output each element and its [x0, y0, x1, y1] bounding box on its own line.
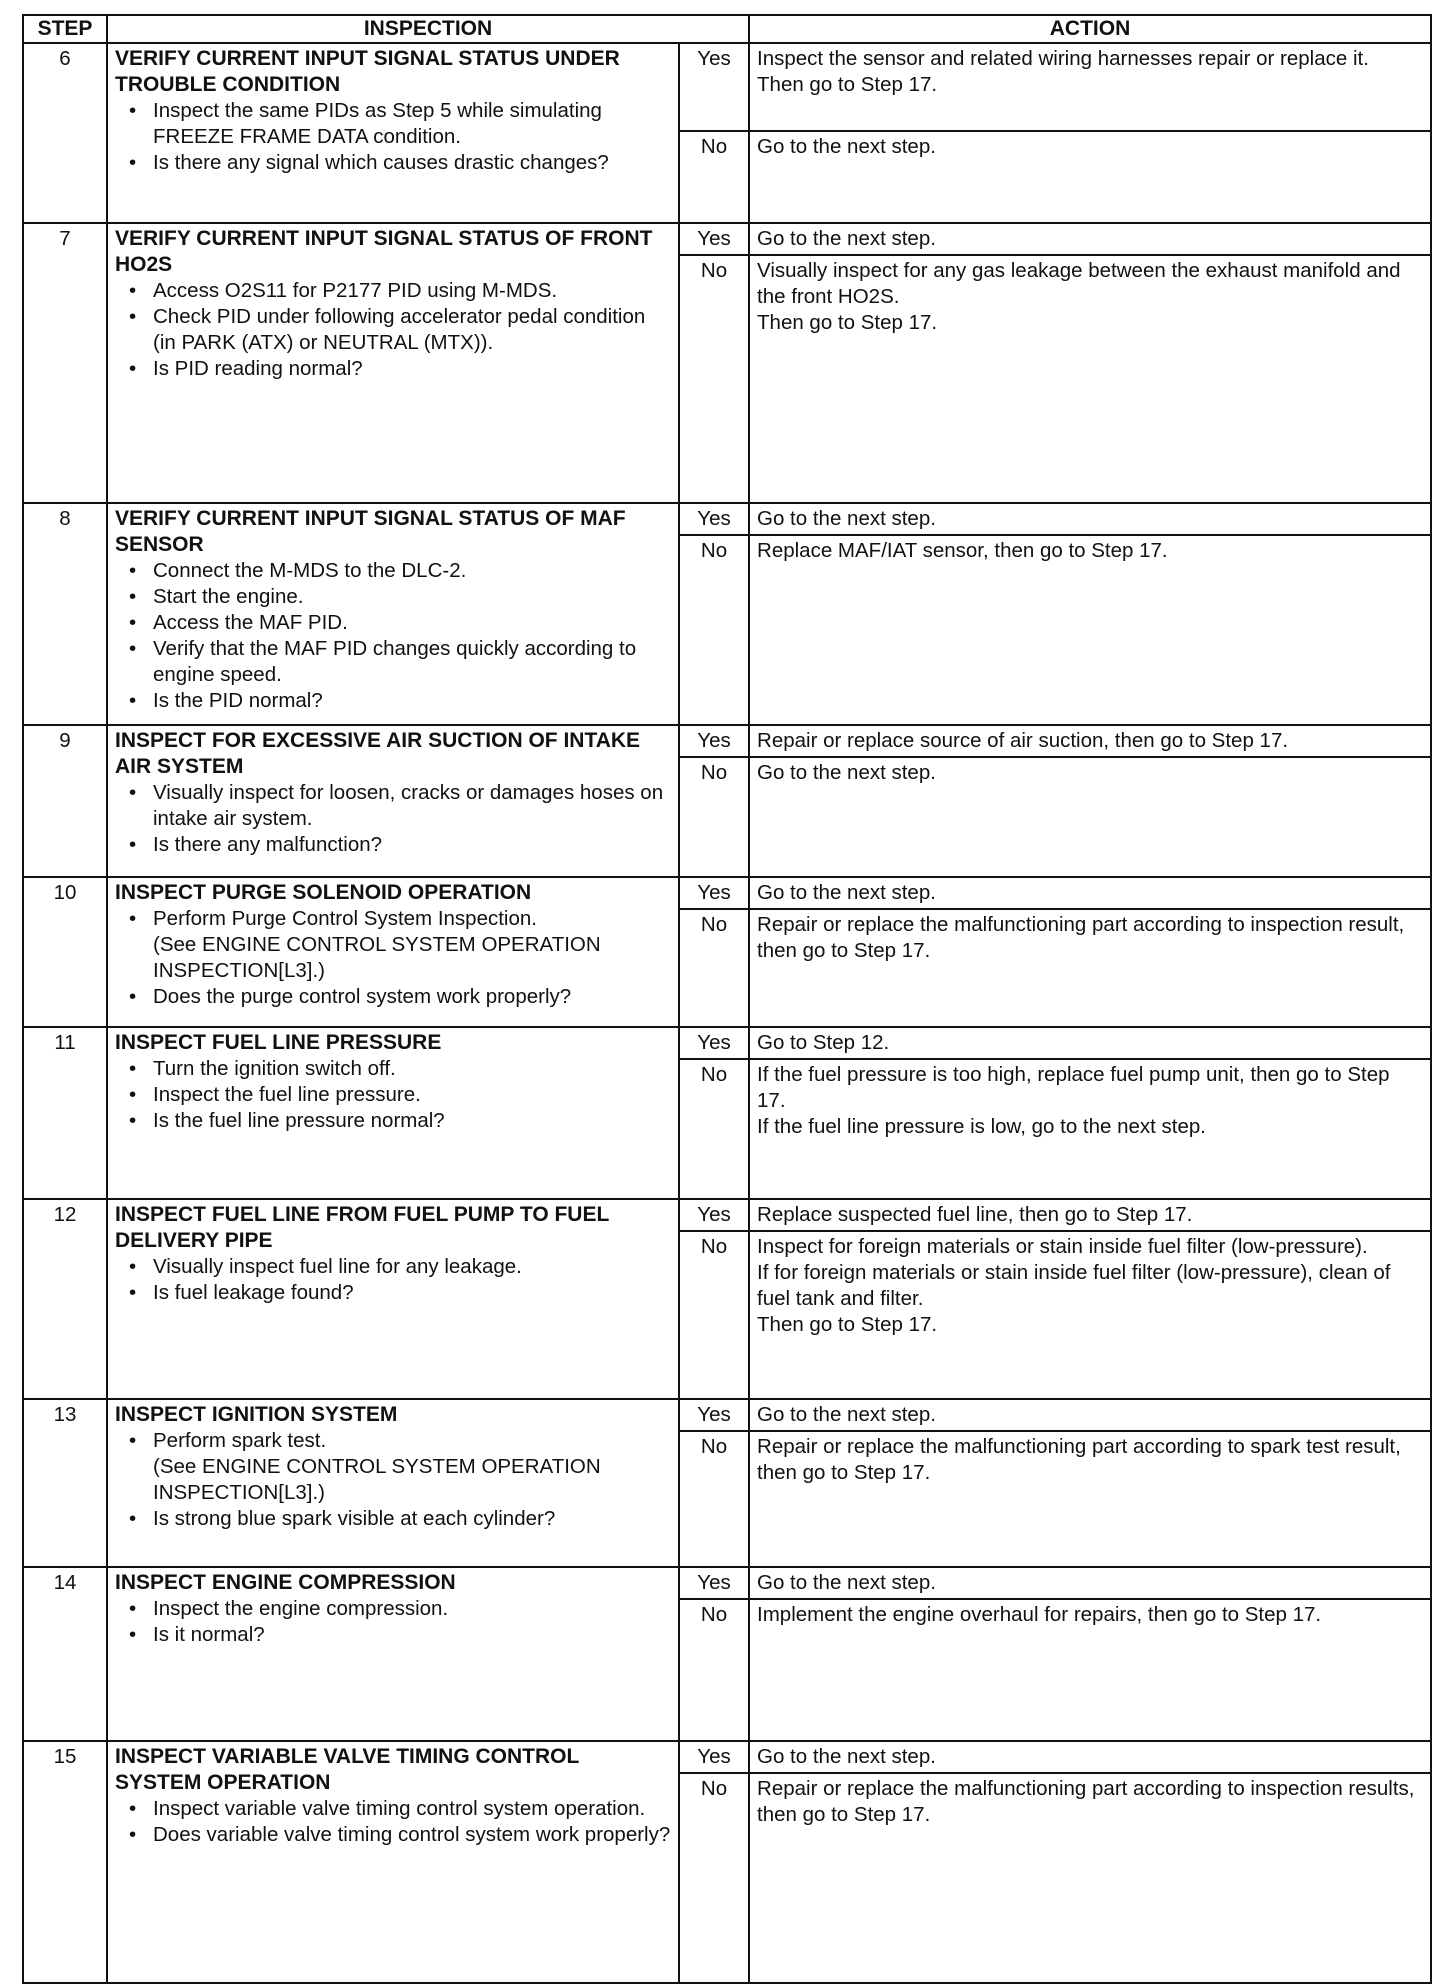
step-number: 9 — [23, 725, 107, 877]
step-row-9 — [23, 725, 1431, 757]
inspection-bullet: • Inspect the same PIDs as Step 5 while simulating FREEZE FRAME DATA condition. — [153, 98, 671, 150]
yes-action — [749, 223, 1431, 255]
step-row-7 — [23, 223, 1431, 255]
inspection-title: INSPECT IGNITION SYSTEM — [115, 1403, 398, 1426]
inspection-title: VERIFY CURRENT INPUT SIGNAL STATUS OF MAF SENSOR — [115, 507, 626, 556]
yes-action-line: Go to the next step. — [757, 227, 936, 250]
header-action: ACTION — [749, 15, 1431, 43]
no-action-line: Then go to Step 17. — [757, 311, 938, 334]
yes-action-line: Go to the next step. — [757, 1745, 936, 1768]
inspection-bullet: • Is it normal? — [153, 1622, 671, 1648]
no-action-line: Go to the next step. — [757, 761, 936, 784]
no-action — [749, 1059, 1431, 1199]
yes-action-line: Go to the next step. — [757, 1403, 936, 1426]
inspection-bullet: • Inspect the engine compression. — [153, 1596, 671, 1622]
no-action-line: Repair or replace the malfunctioning part according to inspection results, then go to Step 17. — [757, 1777, 1415, 1826]
inspection-bullet: • Inspect variable valve timing control system operation. — [153, 1796, 671, 1822]
inspection-bullet: • Does variable valve timing control system work properly? — [153, 1822, 671, 1848]
inspection-bullet: • Does the purge control system work properly? — [153, 984, 671, 1010]
step-row-6 — [23, 43, 1431, 131]
inspection-bullet: • Perform Purge Control System Inspection. (See ENGINE CONTROL SYSTEM OPERATION INSPECTION[L3].) — [153, 906, 671, 984]
inspection-bullets — [115, 558, 671, 714]
inspection-cell — [107, 1399, 679, 1567]
inspection-bullets — [115, 1056, 671, 1134]
inspection-cell — [107, 1027, 679, 1199]
yes-action-line: Go to the next step. — [757, 1571, 936, 1594]
yes-label: Yes — [679, 223, 749, 255]
table-body — [23, 43, 1431, 1983]
step-row-14 — [23, 1567, 1431, 1599]
inspection-bullets — [115, 1254, 671, 1306]
header-inspection: INSPECTION — [107, 15, 749, 43]
no-action-line: Go to the next step. — [757, 135, 936, 158]
yes-label: Yes — [679, 877, 749, 909]
no-action-line: Inspect for foreign materials or stain inside fuel filter (low-pressure). — [757, 1235, 1368, 1258]
inspection-title: INSPECT FUEL LINE FROM FUEL PUMP TO FUEL DELIVERY PIPE — [115, 1203, 609, 1252]
no-action — [749, 1431, 1431, 1567]
yes-action — [749, 725, 1431, 757]
no-action — [749, 535, 1431, 725]
no-label: No — [679, 909, 749, 1027]
yes-label: Yes — [679, 1567, 749, 1599]
no-label: No — [679, 1773, 749, 1983]
step-row-8 — [23, 503, 1431, 535]
no-action-line: Replace MAF/IAT sensor, then go to Step 17. — [757, 539, 1168, 562]
yes-action — [749, 877, 1431, 909]
no-action — [749, 757, 1431, 877]
inspection-cell — [107, 503, 679, 725]
yes-action — [749, 43, 1431, 131]
step-row-13 — [23, 1399, 1431, 1431]
no-action — [749, 1599, 1431, 1741]
inspection-bullets — [115, 906, 671, 1010]
inspection-bullet: • Visually inspect fuel line for any leakage. — [153, 1254, 671, 1280]
inspection-table — [22, 14, 1432, 1984]
no-label: No — [679, 535, 749, 725]
yes-action-line: Inspect the sensor and related wiring harnesses repair or replace it. — [757, 47, 1369, 70]
inspection-bullet: • Access O2S11 for P2177 PID using M-MDS. — [153, 278, 671, 304]
yes-label: Yes — [679, 1027, 749, 1059]
header-row — [23, 15, 1431, 43]
inspection-title: INSPECT FOR EXCESSIVE AIR SUCTION OF INTAKE AIR SYSTEM — [115, 729, 641, 778]
inspection-bullet: • Inspect the fuel line pressure. — [153, 1082, 671, 1108]
step-row-10 — [23, 877, 1431, 909]
step-number: 11 — [23, 1027, 107, 1199]
step-number: 12 — [23, 1199, 107, 1399]
inspection-bullets — [115, 278, 671, 382]
inspection-bullet: • Is fuel leakage found? — [153, 1280, 671, 1306]
inspection-bullet: • Start the engine. — [153, 584, 671, 610]
inspection-title: INSPECT ENGINE COMPRESSION — [115, 1571, 456, 1594]
yes-action-line: Repair or replace source of air suction, then go to Step 17. — [757, 729, 1289, 752]
no-action-line: Then go to Step 17. — [757, 1313, 938, 1336]
inspection-bullet: • Visually inspect for loosen, cracks or damages hoses on intake air system. — [153, 780, 671, 832]
inspection-bullets — [115, 780, 671, 858]
yes-label: Yes — [679, 725, 749, 757]
yes-label: Yes — [679, 1199, 749, 1231]
step-row-12 — [23, 1199, 1431, 1231]
inspection-bullet: • Is strong blue spark visible at each cylinder? — [153, 1506, 671, 1532]
header-step: STEP — [23, 15, 107, 43]
no-action-line: Repair or replace the malfunctioning part according to spark test result, then go to Step 17. — [757, 1435, 1401, 1484]
inspection-title: VERIFY CURRENT INPUT SIGNAL STATUS UNDER TROUBLE CONDITION — [115, 47, 620, 96]
step-number: 6 — [23, 43, 107, 223]
no-label: No — [679, 1431, 749, 1567]
inspection-cell — [107, 1199, 679, 1399]
inspection-bullets — [115, 98, 671, 176]
inspection-bullets — [115, 1796, 671, 1848]
inspection-cell — [107, 725, 679, 877]
inspection-bullets — [115, 1596, 671, 1648]
inspection-title: INSPECT PURGE SOLENOID OPERATION — [115, 881, 532, 904]
step-row-11 — [23, 1027, 1431, 1059]
no-action-line: Repair or replace the malfunctioning part according to inspection result, then go to Step 17. — [757, 913, 1405, 962]
yes-action — [749, 503, 1431, 535]
inspection-bullet: • Access the MAF PID. — [153, 610, 671, 636]
no-label: No — [679, 1231, 749, 1399]
yes-action-line: Go to the next step. — [757, 881, 936, 904]
step-row-15 — [23, 1741, 1431, 1773]
yes-label: Yes — [679, 1741, 749, 1773]
inspection-title: VERIFY CURRENT INPUT SIGNAL STATUS OF FRONT HO2S — [115, 227, 653, 276]
step-number: 7 — [23, 223, 107, 503]
yes-label: Yes — [679, 43, 749, 131]
inspection-bullet: • Connect the M-MDS to the DLC-2. — [153, 558, 671, 584]
no-action — [749, 255, 1431, 503]
step-number: 14 — [23, 1567, 107, 1741]
inspection-cell — [107, 43, 679, 223]
inspection-bullet: • Is there any signal which causes drastic changes? — [153, 150, 671, 176]
inspection-cell — [107, 1741, 679, 1983]
no-action-line: If the fuel line pressure is low, go to the next step. — [757, 1115, 1206, 1138]
no-label: No — [679, 1599, 749, 1741]
yes-label: Yes — [679, 1399, 749, 1431]
yes-action — [749, 1399, 1431, 1431]
step-number: 10 — [23, 877, 107, 1027]
inspection-bullet: • Is the PID normal? — [153, 688, 671, 714]
inspection-cell — [107, 877, 679, 1027]
yes-action-line: Then go to Step 17. — [757, 73, 938, 96]
no-action — [749, 1231, 1431, 1399]
no-label: No — [679, 1059, 749, 1199]
no-action — [749, 909, 1431, 1027]
inspection-title: INSPECT FUEL LINE PRESSURE — [115, 1031, 442, 1054]
no-label: No — [679, 255, 749, 503]
yes-action-line: Replace suspected fuel line, then go to Step 17. — [757, 1203, 1193, 1226]
inspection-title: INSPECT VARIABLE VALVE TIMING CONTROL SYSTEM OPERATION — [115, 1745, 579, 1794]
yes-label: Yes — [679, 503, 749, 535]
inspection-bullets — [115, 1428, 671, 1532]
inspection-bullet: • Turn the ignition switch off. — [153, 1056, 671, 1082]
inspection-cell — [107, 1567, 679, 1741]
no-action-line: If the fuel pressure is too high, replace fuel pump unit, then go to Step 17. — [757, 1063, 1390, 1112]
inspection-bullet: • Is there any malfunction? — [153, 832, 671, 858]
inspection-bullet: • Check PID under following accelerator pedal condition (in PARK (ATX) or NEUTRAL (MTX)). — [153, 304, 671, 356]
no-label: No — [679, 131, 749, 223]
step-number: 13 — [23, 1399, 107, 1567]
no-action-line: Visually inspect for any gas leakage between the exhaust manifold and the front HO2S. — [757, 259, 1401, 308]
inspection-bullet: • Verify that the MAF PID changes quickly according to engine speed. — [153, 636, 671, 688]
no-action — [749, 131, 1431, 223]
yes-action-line: Go to the next step. — [757, 507, 936, 530]
yes-action — [749, 1199, 1431, 1231]
no-label: No — [679, 757, 749, 877]
step-number: 15 — [23, 1741, 107, 1983]
yes-action — [749, 1027, 1431, 1059]
diagnostic-procedure-sheet — [22, 14, 1430, 1984]
step-number: 8 — [23, 503, 107, 725]
no-action-line: If for foreign materials or stain inside fuel filter (low-pressure), clean of fuel tank and filter. — [757, 1261, 1391, 1310]
inspection-bullet: • Is PID reading normal? — [153, 356, 671, 382]
inspection-bullet: • Perform spark test. (See ENGINE CONTROL SYSTEM OPERATION INSPECTION[L3].) — [153, 1428, 671, 1506]
yes-action-line: Go to Step 12. — [757, 1031, 890, 1054]
no-action — [749, 1773, 1431, 1983]
yes-action — [749, 1567, 1431, 1599]
yes-action — [749, 1741, 1431, 1773]
inspection-cell — [107, 223, 679, 503]
inspection-bullet: • Is the fuel line pressure normal? — [153, 1108, 671, 1134]
no-action-line: Implement the engine overhaul for repairs, then go to Step 17. — [757, 1603, 1322, 1626]
